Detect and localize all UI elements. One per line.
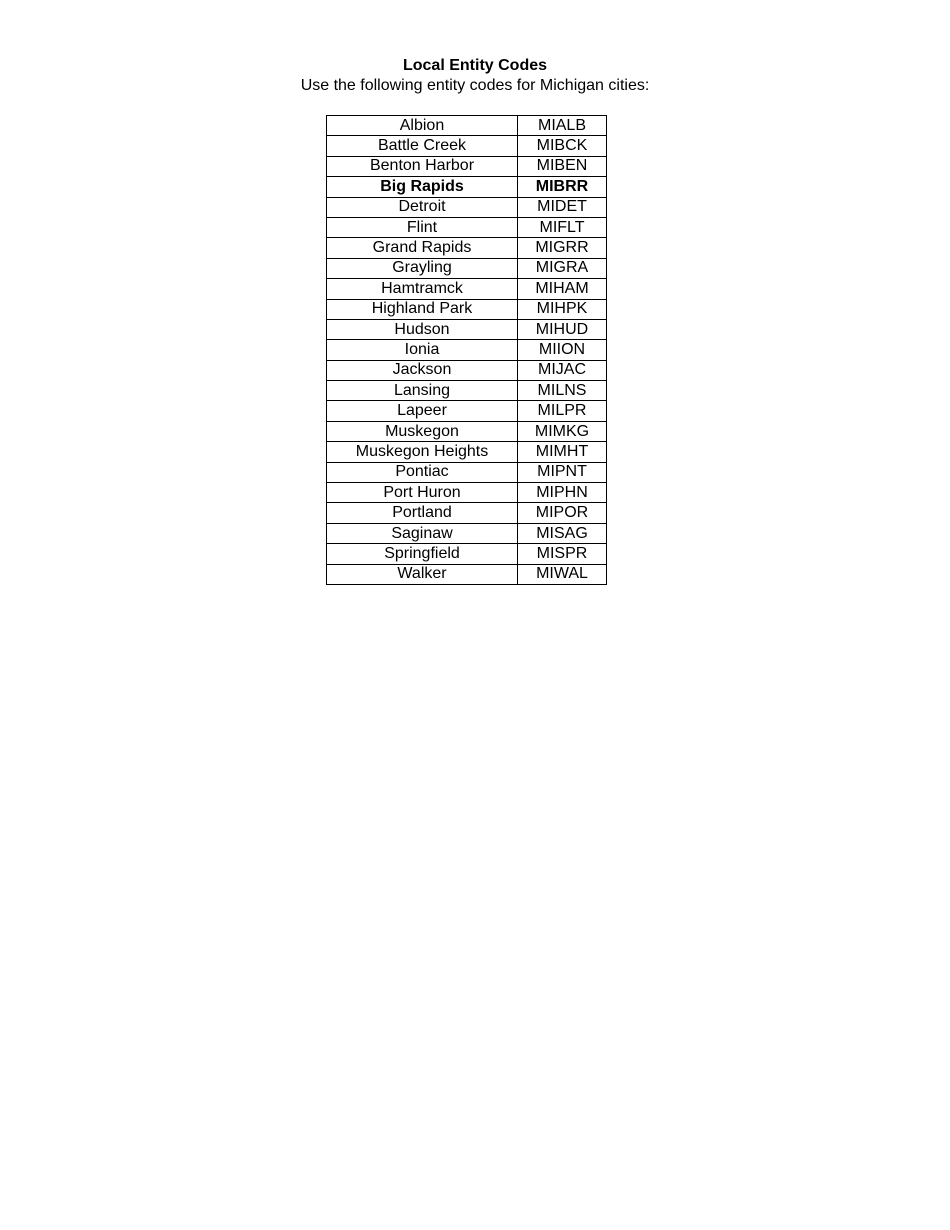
table-row bbox=[327, 217, 607, 237]
entity-code-cell: MIPNT bbox=[518, 462, 607, 482]
city-name-cell: Lapeer bbox=[327, 401, 518, 421]
entity-code-cell: MIPOR bbox=[518, 503, 607, 523]
entity-code-cell: MIBRR bbox=[518, 177, 607, 197]
table-row bbox=[327, 116, 607, 136]
table-row bbox=[327, 503, 607, 523]
city-name-cell: Walker bbox=[327, 564, 518, 584]
table-row bbox=[327, 421, 607, 441]
table-row bbox=[327, 401, 607, 421]
entity-table-body bbox=[327, 116, 607, 585]
entity-code-cell: MILNS bbox=[518, 381, 607, 401]
table-row bbox=[327, 381, 607, 401]
entity-code-cell: MIHAM bbox=[518, 279, 607, 299]
entity-code-cell: MIHUD bbox=[518, 319, 607, 339]
table-row bbox=[327, 197, 607, 217]
entity-code-cell: MISPR bbox=[518, 544, 607, 564]
city-name-cell: Lansing bbox=[327, 381, 518, 401]
city-name-cell: Port Huron bbox=[327, 483, 518, 503]
entity-code-cell: MIBEN bbox=[518, 156, 607, 176]
table-row bbox=[327, 319, 607, 339]
entity-code-cell: MIION bbox=[518, 340, 607, 360]
table-row bbox=[327, 136, 607, 156]
table-row bbox=[327, 279, 607, 299]
entity-code-cell: MIFLT bbox=[518, 217, 607, 237]
table-row bbox=[327, 442, 607, 462]
page-subtitle: Use the following entity codes for Michigan cities: bbox=[300, 77, 650, 94]
entity-code-cell: MILPR bbox=[518, 401, 607, 421]
table-row bbox=[327, 258, 607, 278]
city-name-cell: Portland bbox=[327, 503, 518, 523]
city-name-cell: Muskegon Heights bbox=[327, 442, 518, 462]
table-row bbox=[327, 544, 607, 564]
entity-code-cell: MIJAC bbox=[518, 360, 607, 380]
city-name-cell: Muskegon bbox=[327, 421, 518, 441]
table-row bbox=[327, 462, 607, 482]
city-name-cell: Hamtramck bbox=[327, 279, 518, 299]
table-row bbox=[327, 340, 607, 360]
entity-code-cell: MIPHN bbox=[518, 483, 607, 503]
table-row bbox=[327, 564, 607, 584]
entity-code-cell: MIHPK bbox=[518, 299, 607, 319]
entity-code-cell: MIMKG bbox=[518, 421, 607, 441]
city-name-cell: Ionia bbox=[327, 340, 518, 360]
city-name-cell: Saginaw bbox=[327, 523, 518, 543]
page-title: Local Entity Codes bbox=[402, 57, 548, 74]
entity-code-cell: MIALB bbox=[518, 116, 607, 136]
city-name-cell: Detroit bbox=[327, 197, 518, 217]
city-name-cell: Flint bbox=[327, 217, 518, 237]
entity-code-cell: MISAG bbox=[518, 523, 607, 543]
city-name-cell: Hudson bbox=[327, 319, 518, 339]
entity-code-table bbox=[326, 115, 607, 585]
city-name-cell: Highland Park bbox=[327, 299, 518, 319]
entity-code-cell: MIMHT bbox=[518, 442, 607, 462]
city-name-cell: Grand Rapids bbox=[327, 238, 518, 258]
table-row bbox=[327, 156, 607, 176]
entity-code-cell: MIDET bbox=[518, 197, 607, 217]
entity-code-cell: MIGRA bbox=[518, 258, 607, 278]
table-row bbox=[327, 299, 607, 319]
entity-code-cell: MIGRR bbox=[518, 238, 607, 258]
city-name-cell: Springfield bbox=[327, 544, 518, 564]
city-name-cell: Jackson bbox=[327, 360, 518, 380]
table-row bbox=[327, 360, 607, 380]
city-name-cell: Pontiac bbox=[327, 462, 518, 482]
entity-code-cell: MIBCK bbox=[518, 136, 607, 156]
city-name-cell: Battle Creek bbox=[327, 136, 518, 156]
table-row bbox=[327, 523, 607, 543]
table-row bbox=[327, 483, 607, 503]
city-name-cell: Big Rapids bbox=[327, 177, 518, 197]
table-row bbox=[327, 177, 607, 197]
table-row bbox=[327, 238, 607, 258]
city-name-cell: Albion bbox=[327, 116, 518, 136]
entity-code-cell: MIWAL bbox=[518, 564, 607, 584]
city-name-cell: Grayling bbox=[327, 258, 518, 278]
city-name-cell: Benton Harbor bbox=[327, 156, 518, 176]
